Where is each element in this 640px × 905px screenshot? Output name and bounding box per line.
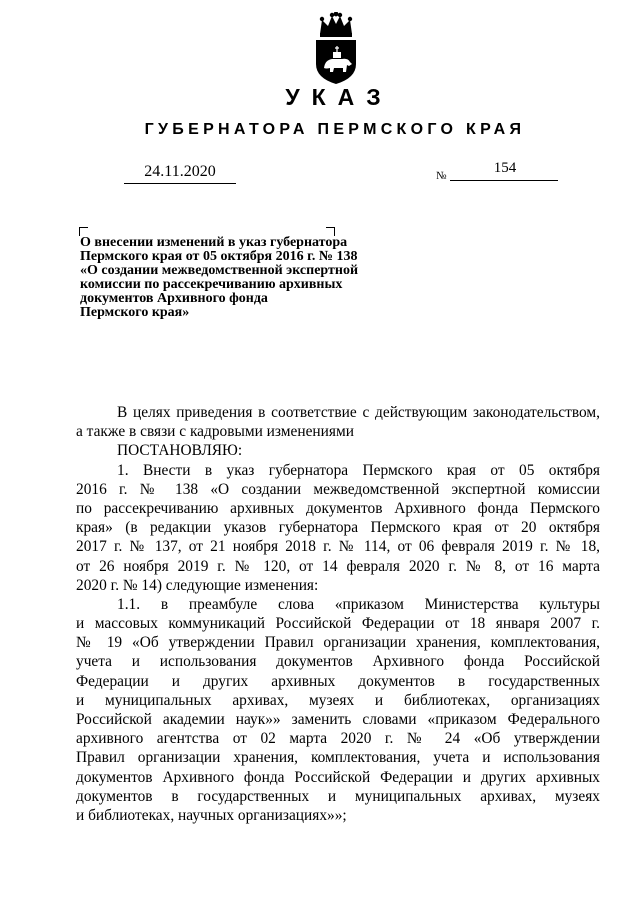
coat-of-arms-icon	[310, 12, 362, 86]
body-line: 1. Внести в указ губернатора Пермского края от 05 октября	[117, 461, 600, 479]
body-line: по рассекречиванию архивных документов Архивного фонда Пермского	[76, 499, 600, 517]
body-line: 2016 г. № 138 «О создании межведомственной экспертной комиссии	[76, 480, 600, 498]
document-title: УКАЗ	[285, 84, 393, 110]
number-label: №	[436, 170, 447, 182]
body-line: № 19 «Об утверждении Правил организации хранения, комплектования,	[76, 634, 600, 652]
body-line: и массовых коммуникаций Российской Федерации от 18 января 2007 г.	[76, 615, 600, 633]
body-line: документов в государственных и муниципальных архивах, музеях	[76, 787, 600, 805]
document-subject	[80, 236, 390, 320]
body-line: Правил организации хранения, комплектования, учета и использования	[76, 749, 600, 767]
body-line: края» (в редакции указов губернатора Пермского края от 20 октября	[76, 519, 600, 537]
subject-line: О внесении изменений в указ губернатора	[80, 235, 348, 250]
document-issuer: ГУБЕРНАТОРА ПЕРМСКОГО КРАЯ	[144, 121, 526, 138]
body-line: учета и использования документов Архивного фонда Российской	[76, 653, 600, 671]
body-line: от 26 ноября 2019 г. № 120, от 14 февраля 2020 г. № 8, от 16 марта	[76, 557, 600, 575]
body-line: В целях приведения в соответствие с действующим законодательством,	[117, 404, 600, 421]
subject-line: комиссии по рассекречиванию архивных	[80, 277, 343, 292]
subject-line: «О создании межведомственной экспертной	[80, 263, 359, 278]
document-date: 24.11.2020	[144, 163, 216, 180]
subject-line: Пермского края от 05 октября 2016 г. № 138	[80, 249, 358, 264]
date-underline	[124, 183, 236, 184]
body-line: 1.1. в преамбуле слова «приказом Министерства культуры	[117, 595, 600, 613]
body-line: 2020 г. № 14) следующие изменения:	[76, 576, 319, 594]
body-line: и муниципальных архивах, музеях и библиотеках, организациях	[76, 691, 600, 709]
body-line-decree: ПОСТАНОВЛЯЮ:	[117, 442, 243, 460]
body-line: Российской академии наук»» заменить словами «приказом Федерального	[76, 711, 600, 728]
document-number: 154	[493, 160, 517, 176]
document-body	[76, 403, 600, 825]
subject-line: Пермского края»	[80, 305, 190, 320]
body-line: архивного агентства от 02 марта 2020 г. № 24 «Об утверждении	[76, 730, 600, 748]
number-underline	[450, 180, 558, 181]
body-line: 2017 г. № 137, от 21 ноября 2018 г. № 114, от 06 февраля 2019 г. № 18,	[76, 538, 600, 556]
subject-line: документов Архивного фонда	[80, 291, 268, 306]
body-line: а также в связи с кадровыми изменениями	[76, 423, 354, 441]
body-line: документов Архивного фонда Российской Федерации и других архивных	[76, 768, 600, 786]
body-line: Федерации и других архивных документов в государственных	[76, 672, 600, 690]
body-line: и библиотеках, научных организациях»»;	[76, 806, 347, 824]
